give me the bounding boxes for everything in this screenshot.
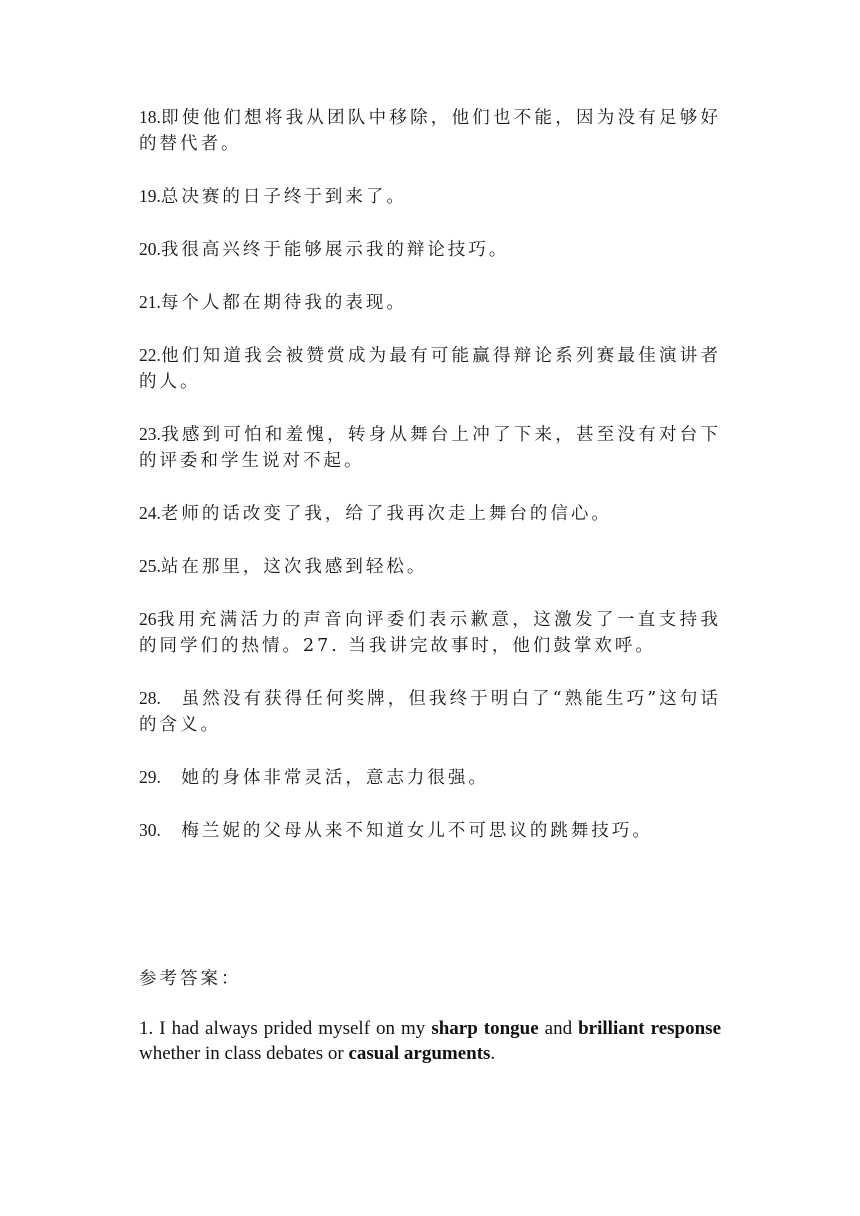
answer-1	[139, 1016, 721, 1066]
sentence-text: 我很高兴终于能够展示我的辩论技巧。	[160, 240, 510, 260]
sentence-number: 29.	[139, 767, 161, 787]
sentence-number: 26	[139, 609, 157, 629]
sentence-text: 总决赛的日子终于到来了。	[160, 187, 407, 207]
sentence-23	[139, 421, 721, 474]
sentence-number: 30.	[139, 820, 161, 840]
answer-text: .	[490, 1043, 496, 1064]
sentence-24	[139, 500, 721, 527]
sentence-text: 站在那里，这次我感到轻松。	[160, 557, 428, 577]
sentence-number: 28.	[139, 688, 161, 708]
answer-number: 1.	[139, 1018, 154, 1039]
sentence-text: 虽然没有获得任何奖牌，但我终于明白了“熟能生巧”这句话的含义。	[139, 689, 721, 735]
sentence-number: 21.	[139, 292, 161, 312]
sentence-30	[139, 817, 721, 844]
sentence-25	[139, 553, 721, 580]
sentence-text: 他们知道我会被赞赏成为最有可能赢得辩论系列赛最佳演讲者的人。	[139, 346, 721, 392]
answer-keyword: sharp tongue	[431, 1018, 539, 1039]
sentence-number: 18.	[139, 107, 161, 127]
sentence-text: 每个人都在期待我的表现。	[160, 293, 407, 313]
sentence-26-27	[139, 606, 721, 659]
sentence-number: 22.	[139, 345, 161, 365]
answer-text: whether in class debates or	[139, 1043, 349, 1064]
answer-keyword: casual arguments	[348, 1043, 491, 1064]
sentence-21	[139, 289, 721, 316]
sentence-number: 24.	[139, 503, 161, 523]
sentence-text: 即使他们想将我从团队中移除，他们也不能，因为没有足够好的替代者。	[139, 108, 721, 154]
sentence-number: 25.	[139, 556, 161, 576]
sentence-number: 23.	[139, 424, 161, 444]
sentence-text: 我感到可怕和羞愧，转身从舞台上冲了下来，甚至没有对台下的评委和学生说对不起。	[139, 425, 721, 471]
answer-text: I had always prided myself on my	[153, 1018, 432, 1039]
sentence-text: 梅兰妮的父母从来不知道女儿不可思议的跳舞技巧。	[160, 821, 653, 841]
sentence-text: 老师的话改变了我，给了我再次走上舞台的信心。	[160, 504, 612, 524]
sentence-28	[139, 685, 721, 738]
answer-text: and	[538, 1018, 579, 1039]
sentence-number: 20.	[139, 239, 161, 259]
sentence-text: 她的身体非常灵活，意志力很强。	[160, 768, 489, 788]
sentence-22	[139, 342, 721, 395]
sentence-number: 19.	[139, 186, 161, 206]
document-content	[139, 104, 721, 1066]
answers-heading: 参考答案：	[139, 969, 242, 989]
sentence-text: 我用充满活力的声音向评委们表示歉意，这激发了一直支持我的同学们的热情。27. 当我讲完故事时，他们鼓掌欢呼。	[139, 610, 721, 656]
sentence-29	[139, 764, 721, 791]
sentence-18	[139, 104, 721, 157]
sentence-20	[139, 236, 721, 263]
sentence-19	[139, 183, 721, 210]
answer-keyword: brilliant response	[578, 1018, 721, 1039]
section-spacer	[139, 870, 721, 966]
